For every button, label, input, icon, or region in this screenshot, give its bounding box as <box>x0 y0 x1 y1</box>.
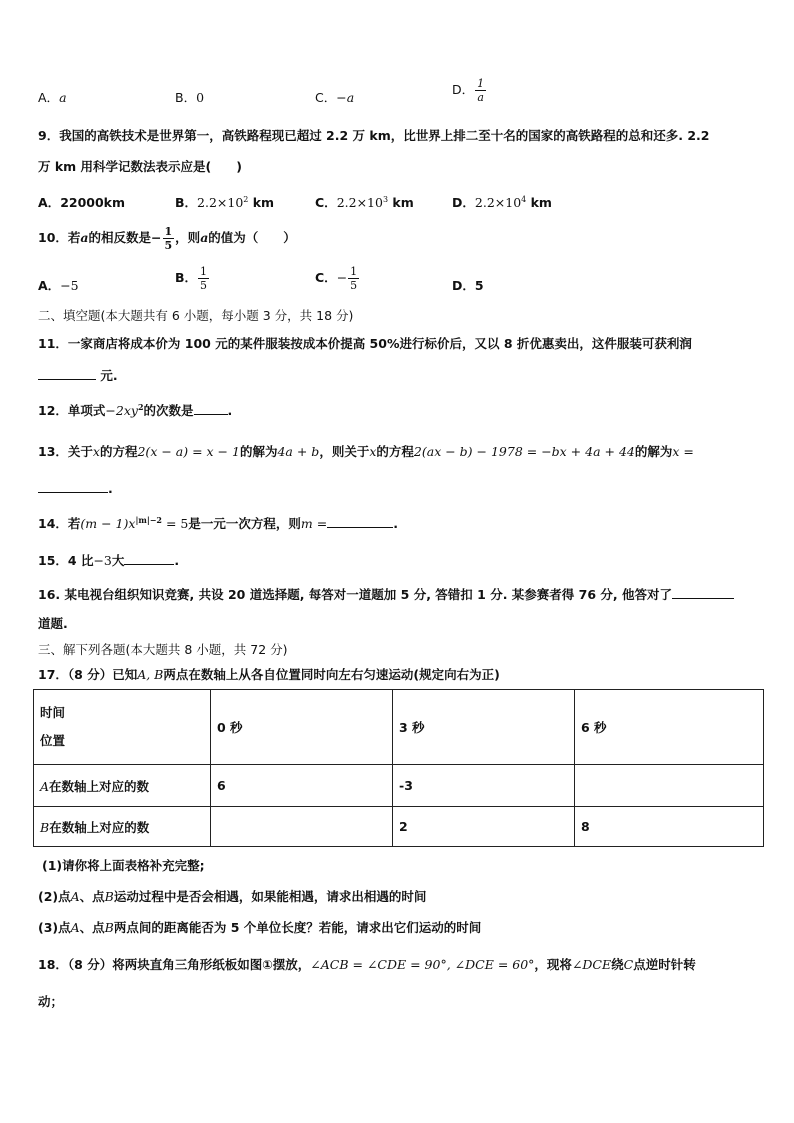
q14-answer-blank[interactable] <box>327 515 393 528</box>
q17-table <box>33 689 764 847</box>
q9-line2: 万 km 用科学记数法表示应是( ) <box>38 159 242 174</box>
q17-sub3: (3)点A、点B两点间的距离能否为 5 个单位长度？若能，请求出它们运动的时间 <box>38 920 482 935</box>
table-cell: 8 <box>575 807 764 847</box>
q8-option-c: C．−a <box>315 90 355 105</box>
table-header-1: 3 秒 <box>393 690 575 765</box>
q18-line2: 动； <box>38 994 64 1009</box>
q8-option-b: B．0 <box>175 90 205 105</box>
q13-answer-blank[interactable] <box>38 480 108 493</box>
q9-options <box>38 193 764 213</box>
q10-options <box>38 266 764 302</box>
table-row <box>34 807 764 847</box>
table-corner-cell: 时间 位置 <box>34 690 211 765</box>
table-cell: -3 <box>393 765 575 807</box>
q16-answer-blank[interactable] <box>672 586 734 599</box>
table-row <box>34 765 764 807</box>
q9-option-d: D．$2.2\times 10^4$ km <box>452 194 552 210</box>
section-2-heading: 二、填空题(本大题共有 6 小题，每小题 3 分，共 18 分) <box>38 308 354 323</box>
q11-line1: 11．一家商店将成本价为 100 元的某件服装按成本价提高 50%进行标价后，又以 8 折优惠卖出，这件服装可获利润 <box>38 336 692 351</box>
table-cell: 6 <box>211 765 393 807</box>
table-row-label: A在数轴上对应的数 <box>34 765 211 807</box>
section-3-heading: 三、解下列各题(本大题共 8 小题，共 72 分) <box>38 642 288 657</box>
q16-line1: 16. 某电视台组织知识竞赛, 共设 20 道选择题, 每答对一道题加 5 分, 答错扣 1 分. 某参赛者得 76 分, 他答对了 <box>38 585 764 603</box>
q10-option-a: A．−5 <box>38 278 79 293</box>
q9-line1: 9．我国的高铁技术是世界第一，高铁路程现已超过 2.2 万 km，比世界上排二至十名的国家的高铁路程的总和还多. 2.2 <box>38 128 710 143</box>
q10-option-d: D．5 <box>452 278 484 293</box>
q9-option-a: A．22000km <box>38 195 126 210</box>
q12: 12．单项式$-2xy^2$的次数是 . <box>38 401 233 418</box>
q17-stem: 17．（8 分）已知A, B两点在数轴上从各自位置同时向左右匀速运动(规定向右为正) <box>38 667 500 682</box>
q13-line1: 13．关于x的方程2(x − a) = x − 1的解为4a + b，则关于x的方程2(ax − b) − 1978 = −bx + 4a + 44的解为x = <box>38 444 694 459</box>
q10-stem: 10．若a的相反数是− $\frac{1}{5}$ ，则a的值为（ ） <box>38 225 296 252</box>
q8-option-d: D． $\frac{1}{a}$ <box>452 77 485 104</box>
q17-sub1: (1)请你将上面表格补充完整; <box>42 858 205 873</box>
q11-line2: 元. <box>38 366 764 384</box>
q11-answer-blank[interactable] <box>38 367 96 380</box>
q10-option-c: C．− $\frac{1}{5}$ <box>315 265 358 292</box>
table-header-2: 6 秒 <box>575 690 764 765</box>
q9-option-c: C．$2.2\times 10^3$ km <box>315 194 414 210</box>
q15-answer-blank[interactable] <box>124 552 174 565</box>
q15: 15．4 比−3大 . <box>38 553 180 568</box>
q13-line2: . <box>38 480 764 496</box>
q18-line1: 18．（8 分）将两块直角三角形纸板如图①摆放，∠ACB = ∠CDE = 90°, ∠DCE = 60°，现将∠DCE绕C点逆时针转 <box>38 957 696 972</box>
table-cell-empty[interactable] <box>211 807 393 847</box>
table-row-label: B在数轴上对应的数 <box>34 807 211 847</box>
q14: 14．若$(m - 1)x^{|m|-2} = 5$是一元一次方程，则m = . <box>38 514 398 531</box>
q17-sub2: (2)点A、点B运动过程中是否会相遇，如果能相遇，请求出相遇的时间 <box>38 889 427 904</box>
q12-answer-blank[interactable] <box>194 402 228 415</box>
table-cell: 2 <box>393 807 575 847</box>
q9-option-b: B．$2.2\times 10^2$ km <box>175 194 275 210</box>
table-cell-empty[interactable] <box>575 765 764 807</box>
q16-line2: 道题. <box>38 616 68 631</box>
q10-option-b: B． $\frac{1}{5}$ <box>175 265 208 292</box>
q8-options <box>38 77 764 108</box>
table-header-row <box>34 690 764 765</box>
q8-option-a: A．a <box>38 90 67 105</box>
table-header-0: 0 秒 <box>211 690 393 765</box>
